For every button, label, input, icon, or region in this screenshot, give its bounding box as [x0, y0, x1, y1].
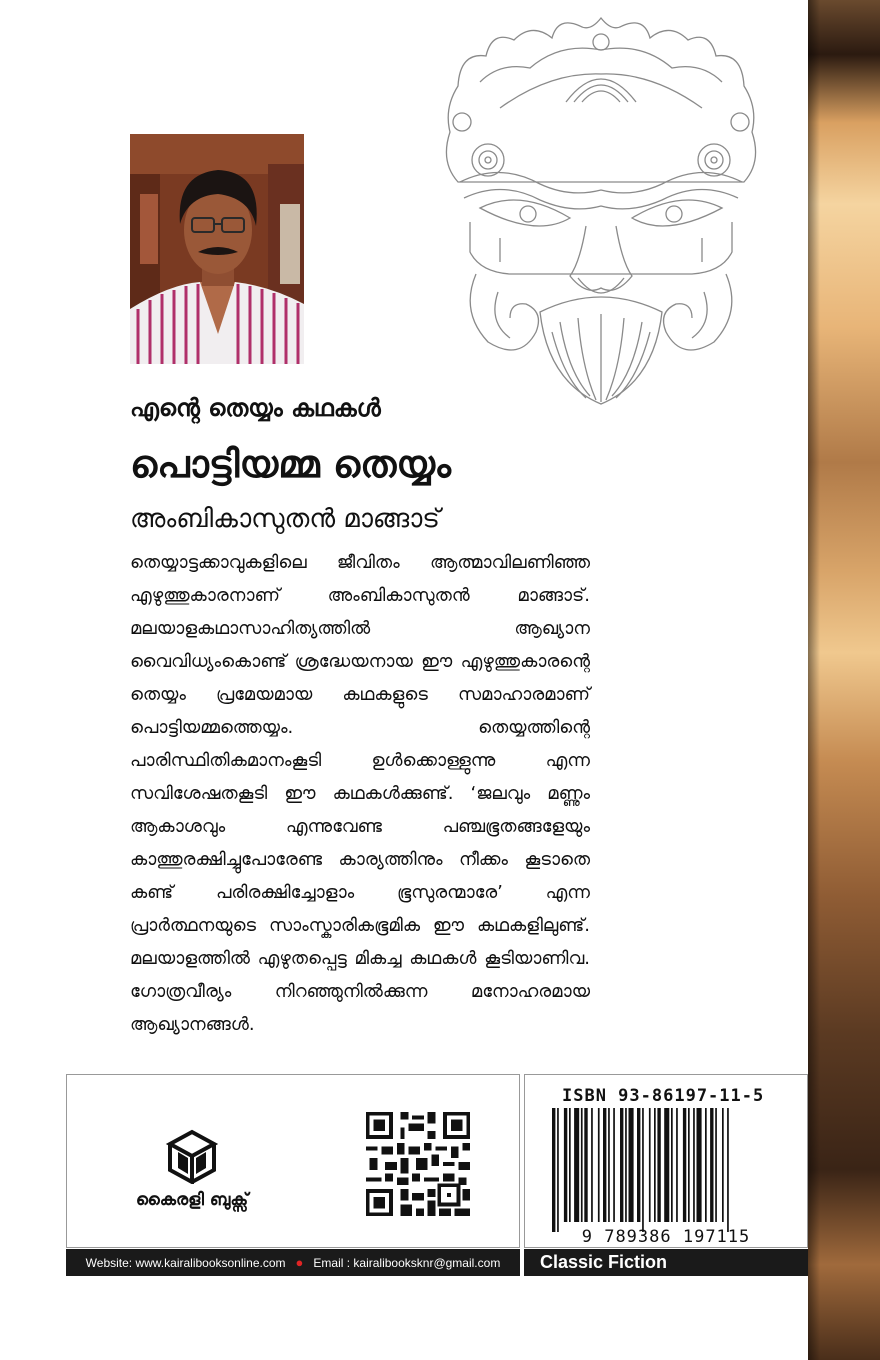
barcode-bar: [722, 1108, 724, 1222]
book-title: പൊട്ടിയമ്മ തെയ്യം: [130, 442, 451, 486]
barcode-bar: [574, 1108, 579, 1222]
publisher-website[interactable]: Website: www.kairalibooksonline.com: [85, 1255, 286, 1270]
barcode-bar: [715, 1108, 717, 1222]
barcode-bar: [637, 1108, 640, 1222]
series-title: എന്റെ തെയ്യം കഥകൾ: [130, 394, 381, 422]
barcode-bar: [581, 1108, 583, 1222]
barcode-bar: [642, 1108, 644, 1232]
qr-code-icon[interactable]: [362, 1108, 474, 1220]
barcode-bar: [613, 1108, 615, 1222]
barcode-bar: [629, 1108, 634, 1222]
barcode-icon: [540, 1108, 792, 1246]
barcode-bar: [649, 1108, 651, 1222]
theyyam-mask-illustration: [440, 12, 762, 410]
author-photo: [130, 134, 304, 364]
barcode-bar: [552, 1108, 555, 1232]
blurb-block: [130, 546, 590, 1041]
author-name: അംബികാസുതൻ മാങ്ങാട്: [130, 504, 440, 534]
barcode-bar: [671, 1108, 673, 1222]
publisher-email[interactable]: Email : kairalibooksknr@gmail.com: [313, 1255, 501, 1270]
barcode-bar: [727, 1108, 729, 1232]
barcode-bar: [608, 1108, 610, 1222]
barcode-bar: [705, 1108, 707, 1222]
barcode-bar: [654, 1108, 656, 1222]
barcode-digits: 9 789386 197115: [581, 1227, 751, 1246]
barcode-bar: [620, 1108, 623, 1222]
barcode-bar: [710, 1108, 713, 1222]
barcode-bar: [564, 1108, 567, 1222]
barcode-bar: [697, 1108, 702, 1222]
publisher-name: കൈരളി ബുക്സ്: [135, 1190, 249, 1210]
barcode-bar: [598, 1108, 600, 1222]
barcode-bar: [557, 1108, 559, 1232]
barcode-bar: [683, 1108, 686, 1222]
publisher-contact-bar: [66, 1249, 520, 1276]
blurb-text: തെയ്യാട്ടക്കാവുകളിലെ ജീവിതം ആത്മാവിലണിഞ്ഞ എഴുത്തുകാരനാണ് അംബികാസുതൻ മാങ്ങാട്. മലയാളകഥാസാഹിത്യത്തിൽ ആഖ്യാന വൈവിധ്യംകൊണ്ട് ശ്രദ്ധേയനായ ഈ എഴുത്തുകാരന്റെ തെയ്യം പ്രമേയമായ കഥകളുടെ സമാഹാരമാണ് പൊട്ടിയമ്മത്തെയ്യം. തെയ്യത്തിന്റെ പാരിസ്ഥിതികമാനംകൂടി ഉൾക്കൊള്ളുന്നു എന്ന സവിശേഷതകൂടി ഈ കഥകൾക്കുണ്ട്. ‘ജലവും മണ്ണും ആകാശവും എന്നുവേണ്ട പഞ്ചഭൂതങ്ങളേയും കാത്തുരക്ഷിച്ചുപോരേണ്ട കാര്യത്തിനും നീക്കം കൂടാതെ കണ്ട് പരിരക്ഷിച്ചോളാം ഭൂസുരന്മാരേ’ എന്ന പ്രാർത്ഥനയുടെ സാംസ്കാരികഭൂമിക ഈ കഥകളിലുണ്ട്. മലയാളത്തിൽ എഴുതപ്പെട്ട മികച്ച കഥകൾ കൂടിയാണിവ. ഗോത്രവീര്യം നിറഞ്ഞുനിൽക്കുന്ന മനോഹരമായ ആഖ്യാനങ്ങൾ.: [130, 552, 590, 1035]
barcode-bar: [693, 1108, 695, 1222]
barcode-bar: [584, 1108, 587, 1222]
barcode-bar: [591, 1108, 593, 1222]
barcode-bar: [664, 1108, 669, 1222]
publisher-logo-icon: [164, 1128, 220, 1184]
barcode-bar: [569, 1108, 571, 1222]
barcode-bar: [657, 1108, 660, 1222]
genre-label: Classic Fiction: [524, 1249, 808, 1276]
barcode-bar: [603, 1108, 606, 1222]
spine-background: [808, 0, 880, 1360]
barcode-bar: [688, 1108, 690, 1222]
barcode-bar: [625, 1108, 627, 1222]
barcode-bar: [676, 1108, 678, 1222]
separator-dot-icon: ●: [295, 1255, 304, 1270]
isbn-number: ISBN 93-86197-11-5: [562, 1086, 765, 1106]
